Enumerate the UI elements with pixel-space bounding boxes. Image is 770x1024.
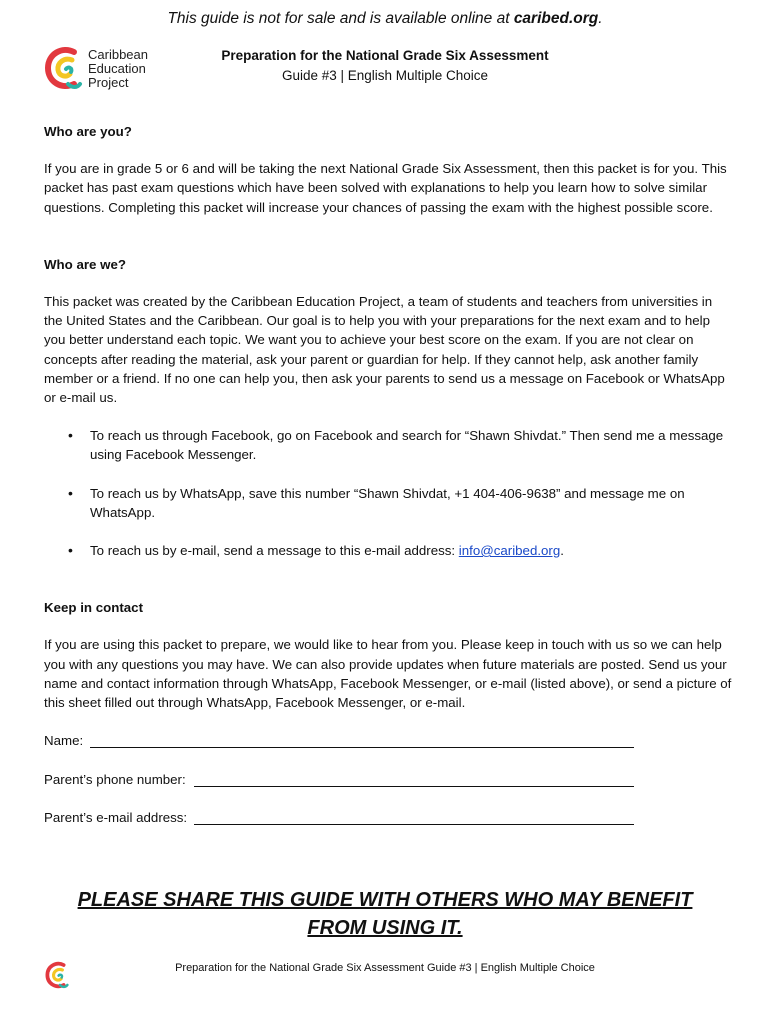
availability-banner: This guide is not for sale and is available online at caribed.org. — [167, 10, 603, 27]
heading-who-are-we: Who are we? — [44, 256, 127, 272]
document-title: Preparation for the National Grade Six Assessment — [221, 48, 549, 63]
share-line-2: FROM USING IT. — [307, 917, 463, 939]
swirl-logo-icon — [44, 44, 86, 92]
document-body — [44, 122, 734, 847]
footer-swirl-icon — [44, 960, 72, 995]
share-line-1: PLEASE SHARE THIS GUIDE WITH OTHERS WHO MAY BENEFIT — [77, 889, 693, 911]
parent-email-label: Parent’s e-mail address: — [44, 810, 188, 826]
logo-wordmark — [88, 48, 148, 90]
email-link[interactable]: info@caribed.org — [458, 543, 561, 559]
contact-methods-list — [44, 426, 734, 560]
footer-text: Preparation for the National Grade Six Assessment Guide #3 | English Multiple Choice — [175, 962, 595, 974]
parent-phone-label: Parent’s phone number: — [44, 771, 186, 787]
logo-line-caribbean: Caribbean — [88, 47, 148, 62]
parent-email-field[interactable] — [44, 808, 734, 827]
parent-phone-blank-line[interactable] — [194, 785, 634, 787]
paragraph-keep-in-contact: If you are using this packet to prepare, we would like to hear from you. Please keep in touch with us so we can help you with any questions you may have. We can also provide updates when future materials are posted. Send us your name and contact information through WhatsApp, Facebook Messenger, or e-mail (listed above), or send a picture of this sheet filled out through WhatsApp, Facebook Messenger, or e-mail. — [44, 637, 732, 711]
logo-line-project: Project — [88, 75, 129, 90]
logo-line-education: Education — [88, 61, 146, 76]
name-field[interactable] — [44, 731, 734, 750]
contact-facebook: • To reach us through Facebook, go on Facebook and search for “Shawn Shivdat.” Then send me a message using Facebook Messenger. — [44, 426, 734, 464]
parent-email-blank-line[interactable] — [194, 823, 634, 825]
name-blank-line[interactable] — [90, 746, 634, 748]
heading-keep-in-contact: Keep in contact — [44, 600, 144, 616]
parent-phone-field[interactable] — [44, 770, 734, 789]
caribbean-education-project-logo — [44, 44, 174, 94]
heading-who-are-you: Who are you? — [44, 124, 132, 139]
paragraph-who-are-we: This packet was created by the Caribbean Education Project, a team of students and teachers from universities in the United States and the Caribbean. Our goal is to help you with your preparations for the next exam and to help you better understand each topic. We want you to achieve your best score on the exam. If you are not clear on concepts after reading the material, ask your parent or guardian for help. If they cannot help, ask another family member or a friend. If no one can help you, then ask your parents to send us a message on Facebook or WhatsApp or e-mail us. — [44, 294, 725, 406]
contact-whatsapp: • To reach us by WhatsApp, save this number “Shawn Shivdat, +1 404-406-9638” and message me on WhatsApp. — [44, 484, 734, 522]
document-subtitle: Guide #3 | English Multiple Choice — [281, 68, 489, 83]
paragraph-who-are-you: If you are in grade 5 or 6 and will be taking the next National Grade Six Assessment, then this packet is for you. This packet has past exam questions which have been solved with explanations to help you learn how to solve similar questions. Completing this packet will increase your chances of passing the exam with the highest possible score. — [44, 161, 727, 215]
name-label: Name: — [44, 733, 84, 749]
site-name: caribed.org — [513, 10, 599, 27]
share-call-to-action — [0, 886, 770, 942]
contact-email: • To reach us by e-mail, send a message to this e-mail address: info@caribed.org. — [44, 541, 734, 560]
